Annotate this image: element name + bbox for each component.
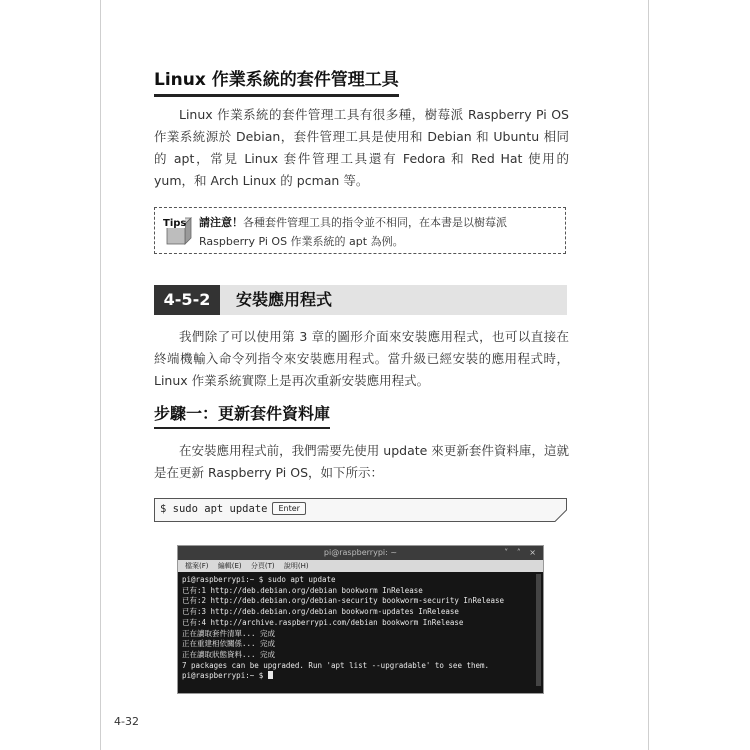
terminal-line: 正在讀取狀態資料... 完成: [182, 649, 276, 659]
tips-box: [154, 207, 566, 254]
section-header: [154, 285, 567, 315]
paragraph-update-text: 在安裝應用程式前，我們需要先使用 update 來更新套件資料庫，這就是在更新 Raspberry Pi OS，如下所示：: [154, 443, 569, 480]
terminal-line: 正在重建相依關係... 完成: [182, 639, 276, 649]
terminal-scrollbar[interactable]: [536, 574, 541, 686]
terminal-line: 7 packages can be upgraded. Run 'apt list --upgradable' to see them.: [182, 660, 490, 670]
window-controls-icon[interactable]: ˅ ˄ ×: [504, 548, 539, 557]
tips-text: [199, 213, 557, 251]
enter-key-icon: Enter: [272, 502, 305, 515]
tips-label: Tips: [163, 218, 187, 229]
page-number: 4-32: [114, 715, 139, 728]
paragraph-intro: [154, 104, 569, 192]
paragraph-update: [154, 440, 569, 484]
terminal-prompt: pi@raspberrypi:~ $: [182, 671, 268, 681]
command-box: [154, 498, 567, 522]
terminal-titlebar: [178, 546, 543, 560]
paragraph-install: [154, 326, 569, 392]
terminal-menubar: [178, 560, 543, 572]
tips-body: 各種套件管理工具的指令並不相同，在本書是以樹莓派 Raspberry Pi OS 作業系統的 apt 為例。: [199, 216, 507, 248]
command-text: $ sudo apt update: [160, 503, 268, 515]
cursor-icon: [268, 671, 273, 679]
menu-edit[interactable]: 編輯(E): [217, 562, 242, 570]
menu-tabs[interactable]: 分頁(T): [250, 562, 275, 570]
terminal-prompt-line: [182, 671, 533, 682]
heading-step-one: 步驟一：更新套件資料庫: [154, 404, 330, 429]
terminal-title: pi@raspberrypi: ~: [323, 548, 398, 557]
terminal-line: 已有:1 http://deb.debian.org/debian bookworm InRelease: [182, 585, 423, 595]
terminal-output[interactable]: [182, 575, 533, 682]
paragraph-intro-text: Linux 作業系統的套件管理工具有很多種，樹莓派 Raspberry Pi OS 作業系統源於 Debian，套件管理工具是使用和 Debian 和 Ubuntu 相同的 apt，常見 Linux 套件管理工具還有 Fedora 和 Red Hat 使用的 yum，和 Arch Linux 的 pcman 等。: [154, 107, 569, 188]
section-title: 安裝應用程式: [236, 290, 333, 309]
heading-package-tools: Linux 作業系統的套件管理工具: [154, 70, 399, 97]
tips-icon: [161, 214, 195, 248]
paragraph-install-text: 我們除了可以使用第 3 章的圖形介面來安裝應用程式，也可以直接在終端機輸入命令列指令來安裝應用程式。當升級已經安裝的應用程式時，Linux 作業系統實際上是再次重新安裝應用程式。: [154, 329, 569, 388]
terminal-line: 已有:2 http://deb.debian.org/debian-security bookworm-security InRelease: [182, 596, 505, 606]
terminal-window: [178, 546, 543, 693]
command-line: [160, 502, 306, 515]
terminal-line: 已有:4 http://archive.raspberrypi.com/debian bookworm InRelease: [182, 617, 464, 627]
menu-help[interactable]: 說明(H): [283, 562, 309, 570]
menu-file[interactable]: 檔案(F): [185, 562, 209, 570]
terminal-line: 已有:3 http://deb.debian.org/debian bookworm-updates InRelease: [182, 607, 459, 617]
tips-emphasis: 請注意！: [199, 216, 243, 229]
section-number: 4-5-2: [154, 285, 220, 315]
terminal-line: 正在讀取套件清單... 完成: [182, 628, 276, 638]
terminal-line: pi@raspberrypi:~ $ sudo apt update: [182, 575, 336, 584]
